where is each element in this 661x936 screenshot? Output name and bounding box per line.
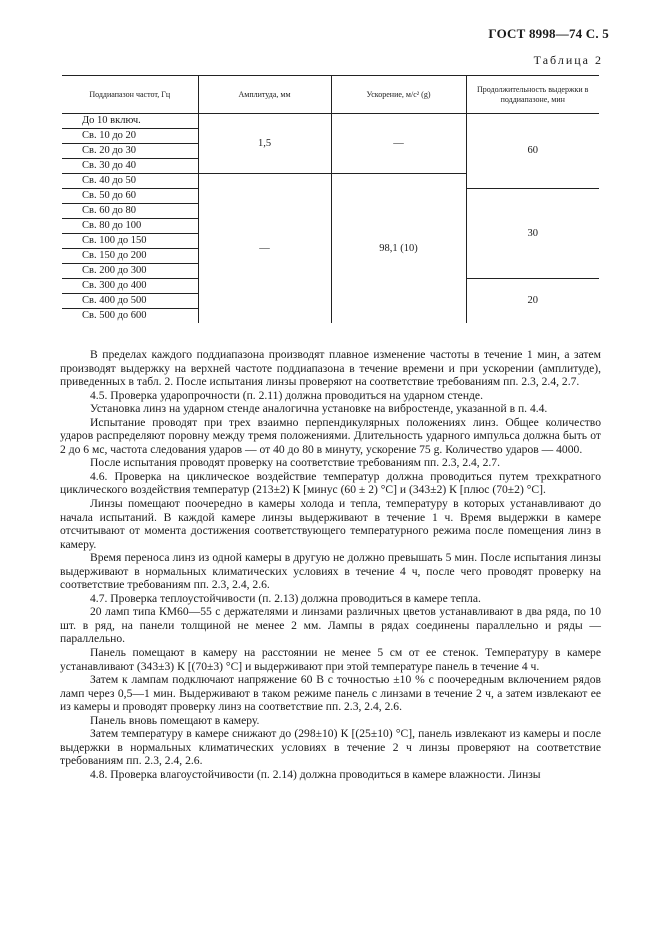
frequency-cell: Св. 80 до 100 [62, 219, 198, 234]
vibration-table [62, 75, 599, 323]
frequency-cell: Св. 500 до 600 [82, 310, 147, 321]
column-header: Ускорение, м/с² (g) [331, 76, 466, 114]
frequency-cell: Св. 150 до 200 [62, 249, 198, 264]
amplitude-cell: 1,5 [198, 114, 331, 174]
table-header-row [62, 76, 599, 114]
duration-cell: 20 [466, 279, 599, 324]
paragraph: Установка линз на ударном стенде аналогична установке на вибростенде, указанной в п. 4.4. [90, 402, 548, 416]
paragraph: Время переноса линз из одной камеры в другую не должно превышать 5 мин. После испытания линзы выдерживают в нормальных климатических условиях в течение 4 ч, после чего проводят проверку на соответствие требованиям пп. 2.3, 2.4, 2.6. [60, 551, 601, 592]
paragraph: 4.6. Проверка на циклическое воздействие температур должна проводиться путем трехкратного циклического воздействия температур (213±2) К [минус (60 ± 2) °С] и (343±2) К [плюс (70±2) °С]. [60, 469, 601, 497]
paragraph: 4.5. Проверка ударопрочности (п. 2.11) должна проводиться на ударном стенде. [90, 388, 483, 402]
duration-cell: 60 [466, 114, 599, 189]
frequency-cell: Св. 40 до 50 [62, 174, 198, 189]
paragraph: 4.8. Проверка влагоустойчивости (п. 2.14) должна проводиться в камере влажности. Линзы [90, 767, 541, 781]
frequency-cell: Св. 30 до 40 [62, 159, 198, 174]
page-header: ГОСТ 8998—74 С. 5 [488, 26, 609, 41]
paragraph: Панель помещают в камеру на расстоянии не менее 5 см от ее стенок. Температуру в камере устанавливают (343±3) К [(70±3) °С] и выдерживают при этой температуре панель в течение 4 ч. [60, 646, 601, 673]
paragraph: Панель вновь помещают в камеру. [90, 713, 260, 727]
paragraph: После испытания проводят проверку на соответствие требованиям пп. 2.3, 2.4, 2.7. [90, 456, 500, 470]
column-header: Поддиапазон частот, Гц [62, 76, 198, 114]
paragraph: Затем к лампам подключают напряжение 60 В с точностью ±10 % с поочередным включением рядов ламп через 0,5—1 мин. Выдерживают в таком режиме панель с линзами в течение 2 ч, а затем извлекают ее из камеры и проводят проверку линз на соответствие пп. 2.3, 2.4, 2.6. [60, 673, 601, 714]
paragraph: Линзы помещают поочередно в камеры холода и тепла, температуру в которых устанавливают до начала испытаний. В каждой камере линзы выдерживают в течение 1 ч. Время выдержки в камере отсчитывают от момента достижения соответствующего температурного режима после помещения линз в камеру. [60, 497, 601, 551]
frequency-cell: Св. 100 до 150 [62, 234, 198, 249]
table-label: Таблица 2 [533, 53, 603, 67]
amplitude-cell: — [198, 174, 331, 324]
frequency-cell: Св. 200 до 300 [62, 264, 198, 279]
frequency-cell: До 10 включ. [62, 114, 198, 129]
frequency-cell: Св. 10 до 20 [62, 129, 198, 144]
body-text [60, 348, 601, 782]
frequency-cell: Св. 400 до 500 [62, 294, 198, 309]
column-header: Продолжительность выдержки в поддиапазоне, мин [466, 76, 599, 114]
frequency-cell: Св. 50 до 60 [62, 189, 198, 204]
table-row [62, 114, 599, 129]
frequency-cell: Св. 60 до 80 [62, 204, 198, 219]
paragraph: 20 ламп типа КМ60—55 с держателями и линзами различных цветов устанавливают в два ряда, по 10 шт. в ряд, на панели толщиной не менее 2 мм. Лампы в рядах соединены параллельно и ряды — параллельно. [60, 605, 601, 646]
frequency-cell: Св. 300 до 400 [62, 279, 198, 294]
paragraph: Испытание проводят при трех взаимно перпендикулярных положениях линз. Общее количество ударов распределяют поровну между тремя положениями. Длительность ударного импульса должна быть от 2 до 6 мс, частота следования ударов — от 40 до 80 в минуту, ускорение 75 g. Количество ударов — 4000. [60, 415, 601, 456]
duration-cell: 30 [466, 189, 599, 279]
paragraph: В пределах каждого поддиапазона производят плавное изменение частоты в течение 1 мин, а затем производят выдержку на верхней частоте поддиапазона в течение времени и при ускорении (амплитуде), приведенных в табл. 2. После испытания линзы проверяют на соответствие требованиям пп. 2.3, 2.4, 2.7. [60, 348, 601, 389]
acceleration-cell: 98,1 (10) [331, 174, 466, 324]
paragraph: Затем температуру в камере снижают до (298±10) К [(25±10) °С], панель извлекают из камеры и после выдержки в нормальных климатических условиях в течение 2 ч линзы проверяют на соответствие требованиям пп. 2.3, 2.4, 2.6. [60, 727, 601, 768]
acceleration-cell: — [331, 114, 466, 174]
frequency-cell: Св. 20 до 30 [62, 144, 198, 159]
column-header: Амплитуда, мм [198, 76, 331, 114]
paragraph: 4.7. Проверка теплоустойчивости (п. 2.13) должна проводиться в камере тепла. [90, 591, 481, 605]
